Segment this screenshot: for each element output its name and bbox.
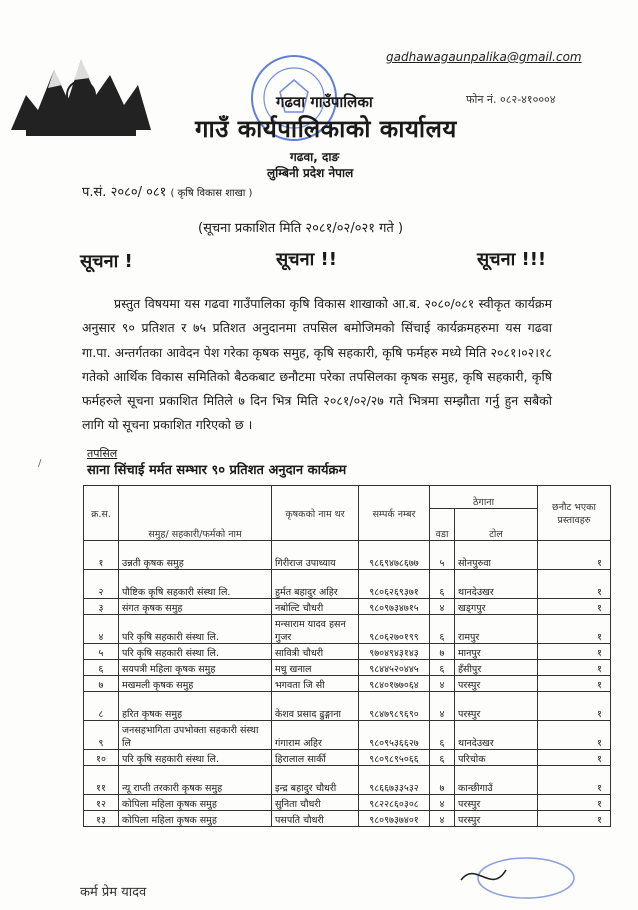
cell-group: सयपत्री महिला कृषक समुह (119, 660, 272, 676)
reference-number: प.सं. २०८०/ ०८१ (82, 185, 167, 200)
branch-name: ( कृषि विकास शाखा ) (170, 188, 253, 199)
cell-sn: ६ (84, 660, 119, 676)
cell-count: १ (538, 766, 611, 795)
cell-tole: रामपुर (455, 615, 538, 644)
cell-group: उन्नती कृषक समुह (119, 541, 272, 570)
cell-sn: ८ (84, 692, 119, 721)
notice-paragraph: प्रस्तुत विषयमा यस गढवा गाउँपालिका कृषि विकास शाखाको आ.ब. २०८०/०८१ स्वीकृत कार्यक्रम अनुसार ९० प्रतिशत र ७५ प्रतिशत अनुदानमा तपसिल बमोजिमको सिंचाई कार्यक्रमहरुमा यस गढवा गा.पा. अन्तर्गतका आवेदन पेश गरेका कृषक समुह, कृषि सहकारी, कृषि फर्महरु मध्ये मिति २०८१।०२।१८ गतेको आर्थिक विकास समितिको बैठकबाट छनौटमा परेका तपसिलका कृषक समुह, कृषि सहकारी, कृषि फर्महरुले सूचना प्रकाशित मितिले ७ दिन भित्र मिति २०८१/०२/२७ गते भित्रमा सम्झौता गर्नु हुन सबैको लागि यो सूचना प्रकाशित गरिएको छ । (82, 296, 552, 433)
cell-tole: खड्गपुर (455, 599, 538, 615)
cell-sn: ११ (84, 766, 119, 795)
cell-sn: १३ (84, 811, 119, 827)
cell-contact: ९८०९७३७४०१ (359, 811, 430, 827)
cell-contact: ९८०९५३६६२७ (359, 721, 430, 750)
cell-ward: ४ (430, 676, 455, 692)
cell-farmer: गिरीराज उपाध्याय (272, 541, 359, 570)
cell-group: परि कृषि सहकारी संस्था लि. (119, 750, 272, 766)
cell-sn: ९ (84, 721, 119, 750)
cell-group: जनसहभागिता उपभोक्ता सहकारी संस्था लि (119, 721, 272, 750)
cell-farmer: हुर्मत बहादुर अहिर (272, 570, 359, 599)
cell-tole: थानदेउखर (455, 570, 538, 599)
cell-tole: हँसीपुर (455, 660, 538, 676)
cell-ward: ६ (430, 721, 455, 750)
table-row (84, 811, 611, 827)
notice-heading-2: सूचना !! (276, 249, 337, 270)
cell-contact: ९८६६७३३५३२ (359, 766, 430, 795)
cell-count: १ (538, 615, 611, 644)
cell-group: संगत कृषक समुह (119, 599, 272, 615)
cell-contact: ९८६९४७८६७७ (359, 541, 430, 570)
margin-mark: / (38, 458, 42, 469)
cell-contact: ९८४७९८९६९० (359, 692, 430, 721)
cell-ward: ६ (430, 615, 455, 644)
table-row (84, 541, 611, 570)
cell-group: कोपिला महिला कृषक समुह (119, 795, 272, 811)
cell-count: १ (538, 692, 611, 721)
office-title: गाउँ कार्यपालिकाको कार्यालय (195, 115, 457, 143)
cell-tole: परिचोक (455, 750, 538, 766)
address-line-2: लुम्बिनी प्रदेश नेपाल (267, 166, 354, 180)
table-row (84, 570, 611, 599)
cell-sn: ५ (84, 644, 119, 660)
cell-farmer: नबोल्टि चौधरी (272, 599, 359, 615)
col-sn: क्र.स. (84, 486, 119, 541)
cell-group: न्यू राप्ती तरकारी कृषक समुह (119, 766, 272, 795)
cell-ward: ४ (430, 692, 455, 721)
col-address: ठेगाना (430, 486, 538, 509)
cell-contact: ९८४०१७७०६४ (359, 676, 430, 692)
nepal-emblem-icon (6, 40, 156, 140)
cell-ward: ७ (430, 766, 455, 795)
cell-count: १ (538, 599, 611, 615)
table-row (84, 692, 611, 721)
municipality-name: गढवा गाउँपालिका (276, 93, 373, 111)
schedule-label: तपसिल (87, 447, 118, 460)
notice-body (82, 292, 552, 438)
cell-tole: सोनपुरुवा (455, 541, 538, 570)
cell-count: १ (538, 570, 611, 599)
cell-contact: ९७०४९४३१४३ (359, 644, 430, 660)
col-tole: टोल (455, 509, 538, 541)
table-row (84, 599, 611, 615)
table-row (84, 615, 611, 644)
col-ward: वडा (430, 509, 455, 541)
table-row (84, 766, 611, 795)
table-row (84, 644, 611, 660)
cell-group: हरित कृषक समुह (119, 692, 272, 721)
cell-group: पौष्टिक कृषि सहकारी संस्था लि. (119, 570, 272, 599)
cell-farmer: पसपति चौधरी (272, 811, 359, 827)
cell-contact: ९८२२८६०३०८ (359, 795, 430, 811)
office-email[interactable]: gadhawagaunpalika@gmail.com (386, 50, 582, 64)
cell-count: १ (538, 721, 611, 750)
cell-ward: ५ (430, 541, 455, 570)
cell-farmer: गंगाराम अहिर (272, 721, 359, 750)
cell-tole: मानपुर (455, 644, 538, 660)
cell-farmer: मन्साराम यादव हसन गुजर (272, 615, 359, 644)
cell-sn: ७ (84, 676, 119, 692)
beneficiary-table (83, 485, 611, 827)
cell-count: १ (538, 676, 611, 692)
cell-ward: ६ (430, 570, 455, 599)
notice-heading-1: सूचना ! (80, 251, 133, 272)
cell-farmer: हिरालाल सार्की (272, 750, 359, 766)
publish-date: (सूचना प्रकाशित मिति २०८१/०२/०२१ गते ) (198, 221, 404, 236)
cell-tole: परस्पुर (455, 795, 538, 811)
col-group: समुह/ सहकारी/फर्मको नाम (119, 486, 272, 541)
cell-ward: ७ (430, 644, 455, 660)
cell-count: १ (538, 541, 611, 570)
cell-ward: ४ (430, 811, 455, 827)
cell-farmer: मधु खनाल (272, 660, 359, 676)
office-phone: फोन नं. ०८२-४१०००४ (466, 93, 556, 106)
col-contact: सम्पर्क नम्बर (359, 486, 430, 541)
cell-sn: ४ (84, 615, 119, 644)
table-row (84, 721, 611, 750)
cell-group: परि कृषि सहकारी संस्था लि. (119, 615, 272, 644)
cell-sn: १० (84, 750, 119, 766)
cell-tole: परस्पुर (455, 676, 538, 692)
cell-contact: ९८०९७३४७१५ (359, 599, 430, 615)
col-proposals: छनौट भएका प्रस्तावहरु (538, 486, 611, 541)
table-title: साना सिंचाई मर्मत सम्भार ९० प्रतिशत अनुदान कार्यक्रम (87, 463, 347, 478)
cell-tole: कान्छीगाउँ (455, 766, 538, 795)
cell-contact: ९८०६२६९३७१ (359, 570, 430, 599)
cell-farmer: इन्द्र बहादुर चौधरी (272, 766, 359, 795)
table-row (84, 660, 611, 676)
cell-group: मखमली कृषक समुह (119, 676, 272, 692)
cell-count: १ (538, 750, 611, 766)
cell-ward: ४ (430, 795, 455, 811)
cell-tole: परस्पुर (455, 692, 538, 721)
cell-sn: २ (84, 570, 119, 599)
cell-sn: १२ (84, 795, 119, 811)
cell-contact: ९८०६२७०१९९ (359, 615, 430, 644)
table-row (84, 676, 611, 692)
col-farmer: कृषकको नाम थर (272, 486, 359, 541)
cell-ward: ६ (430, 750, 455, 766)
address-line-1: गढवा, दाङ (290, 150, 340, 164)
cell-contact: ९८०९८९५०६६ (359, 750, 430, 766)
table-row (84, 750, 611, 766)
table-row (84, 795, 611, 811)
cell-group: कोपिला महिला कृषक समुह (119, 811, 272, 827)
cell-farmer: भगवता जि सी (272, 676, 359, 692)
cell-farmer: सुनिता चौधरी (272, 795, 359, 811)
cell-farmer: सावित्री चौधरी (272, 644, 359, 660)
cell-tole: परस्पुर (455, 811, 538, 827)
cell-farmer: केशव प्रसाद ढुङ्गाना (272, 692, 359, 721)
cell-ward: ६ (430, 660, 455, 676)
signature: कर्म प्रेम यादव (80, 885, 147, 900)
notice-heading-3: सूचना !!! (477, 249, 547, 270)
reference-line (82, 182, 252, 200)
cell-contact: ९८४४५२०४४५ (359, 660, 430, 676)
cell-group: परि कृषि सहकारी संस्था लि. (119, 644, 272, 660)
cell-count: १ (538, 644, 611, 660)
cell-tole: थानदेउखर (455, 721, 538, 750)
cell-count: १ (538, 660, 611, 676)
cell-ward: ४ (430, 599, 455, 615)
cell-sn: १ (84, 541, 119, 570)
cell-count: १ (538, 811, 611, 827)
official-stamp (456, 850, 576, 900)
cell-sn: ३ (84, 599, 119, 615)
cell-count: १ (538, 795, 611, 811)
